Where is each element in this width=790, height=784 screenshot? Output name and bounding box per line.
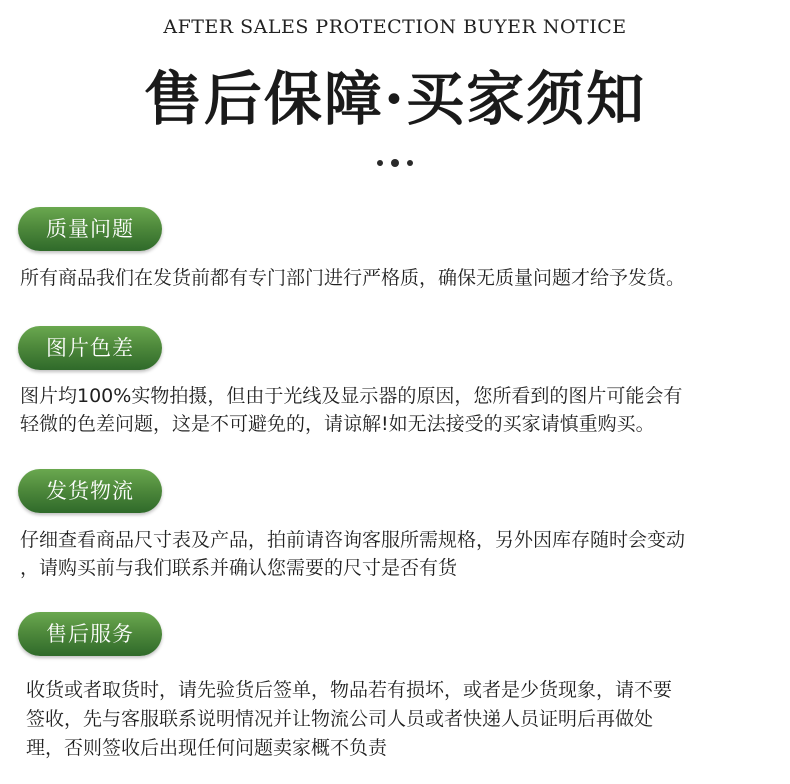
english-subtitle: AFTER SALES PROTECTION BUYER NOTICE <box>163 16 627 38</box>
section-text-after-sales: 收货或者取货时，请先验货后签单，物品若有损坏，或者是少货现象，请不要 签收，先与客服联系说明情况并让物流公司人员或者快递人员证明后再做处 理，否则签收后出现任何问题卖家概不负责 <box>26 679 673 759</box>
page-title: 售后保障·买家须知 <box>143 65 647 133</box>
section-text-color-difference: 图片均100%实物拍摄，但由于光线及显示器的原因，您所看到的图片可能会有 轻微的色差问题，这是不可避免的，请谅解!如无法接受的买家请慎重购买。 <box>20 385 683 435</box>
section-label-after-sales: 售后服务 <box>18 612 162 656</box>
dot-divider <box>407 160 413 166</box>
section-text-shipping: 仔细查看商品尺寸表及产品，拍前请咨询客服所需规格，另外因库存随时会变动 ，请购买前与我们联系并确认您需要的尺寸是否有货 <box>20 529 686 579</box>
section-text-quality: 所有商品我们在发货前都有专门部门进行严格质，确保无质量问题才给予发货。 <box>20 267 686 289</box>
section-label-quality: 质量问题 <box>18 207 162 251</box>
dot-divider <box>377 160 383 166</box>
dot-divider <box>391 159 399 167</box>
decorative-dots <box>0 160 790 167</box>
section-label-shipping: 发货物流 <box>18 469 162 513</box>
section-label-color-difference: 图片色差 <box>18 326 162 370</box>
